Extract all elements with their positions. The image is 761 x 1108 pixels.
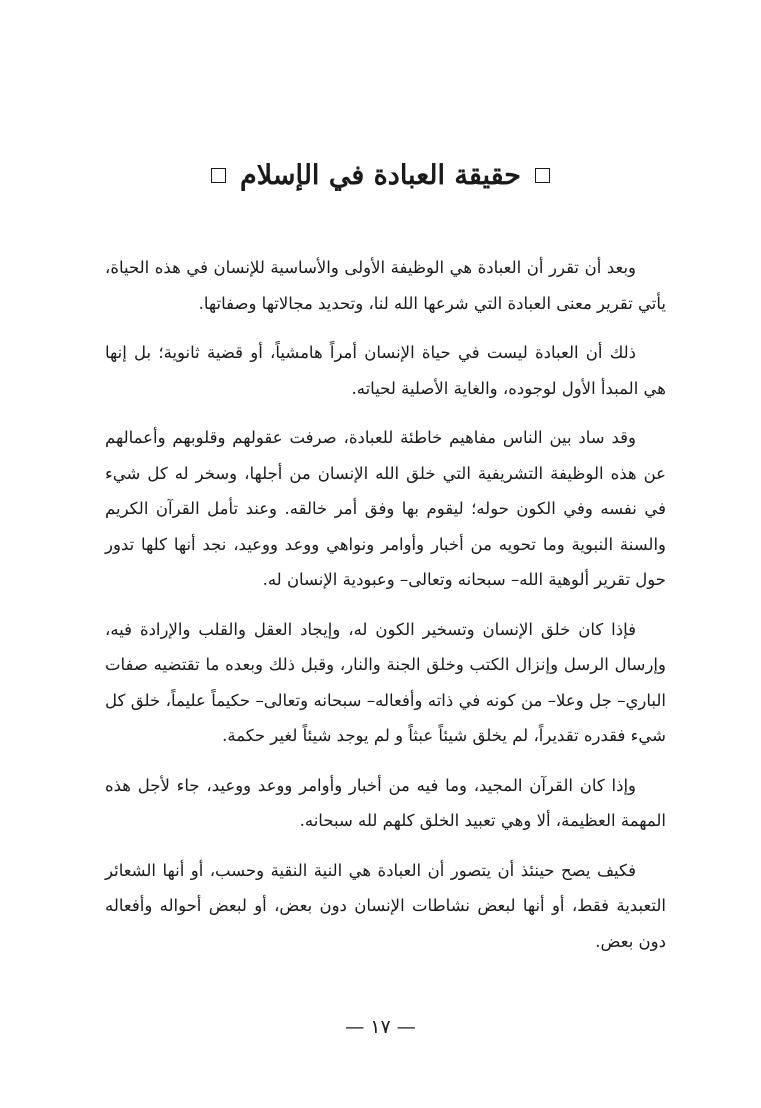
paragraph: وبعد أن تقرر أن العبادة هي الوظيفة الأولى والأساسية للإنسان في هذه الحياة، يأتي تقرير معنى العبادة التي شرعها الله لنا، وتحديد مجالاتها وصفاتها. (105, 258, 666, 313)
paragraph: وإذا كان القرآن المجيد، وما فيه من أخبار وأوامر ووعد ووعيد، جاء لأجل هذه المهمة العظيمة، ألا وهي تعبيد الخلق كلهم لله سبحانه. (105, 775, 666, 830)
square-ornament-icon (535, 168, 550, 183)
square-ornament-icon (211, 168, 226, 183)
paragraph: وقد ساد بين الناس مفاهيم خاطئة للعبادة، صرفت عقولهم وقلوبهم وأعمالهم عن هذه الوظيفة التشريفية التي خلق الله الإنسان من أجلها، وسخر له كل شيء في نفسه وفي الكون حوله؛ ليقوم بها وفق أمر خالقه. وعند تأمل القرآن الكريم والسنة النبوية وما تحويه من أخبار وأوامر ونواهي ووعد ووعيد، نجد أنها كلها تدور حول تقرير ألوهية الله– سبحانه وتعالى– وعبودية الإنسان له. (105, 428, 666, 589)
paragraph: فإذا كان خلق الإنسان وتسخير الكون له، وإيجاد العقل والقلب والإرادة فيه، وإرسال الرسل وإنزال الكتب وخلق الجنة والنار، وقبل ذلك وبعده ما تقتضيه صفات الباري– جل وعلا– من كونه في ذاته وأفعاله– سبحانه وتعالى– حكيماً عليماً، خلق كل شيء فقدره تقديراً، لم يخلق شيئاً عبثاً و لم يوجد شيئاً لغير حكمة. (105, 619, 666, 745)
paragraph: فكيف يصح حينئذ أن يتصور أن العبادة هي النية النقية وحسب، أو أنها الشعائر التعبدية فقط، أو أنها لبعض نشاطات الإنسان دون بعض، أو لبعض أحواله وأفعاله دون بعض. (105, 860, 666, 951)
chapter-title: حقيقة العبادة في الإسلام (240, 160, 521, 191)
paragraph: ذلك أن العبادة ليست في حياة الإنسان أمراً هامشياً، أو قضية ثانوية؛ بل إنها هي المبدأ الأول لوجوده، والغاية الأصلية لحياته. (105, 343, 666, 398)
chapter-heading (0, 160, 761, 191)
page-number: — ١٧ — (345, 1016, 416, 1038)
body-text (105, 250, 666, 973)
